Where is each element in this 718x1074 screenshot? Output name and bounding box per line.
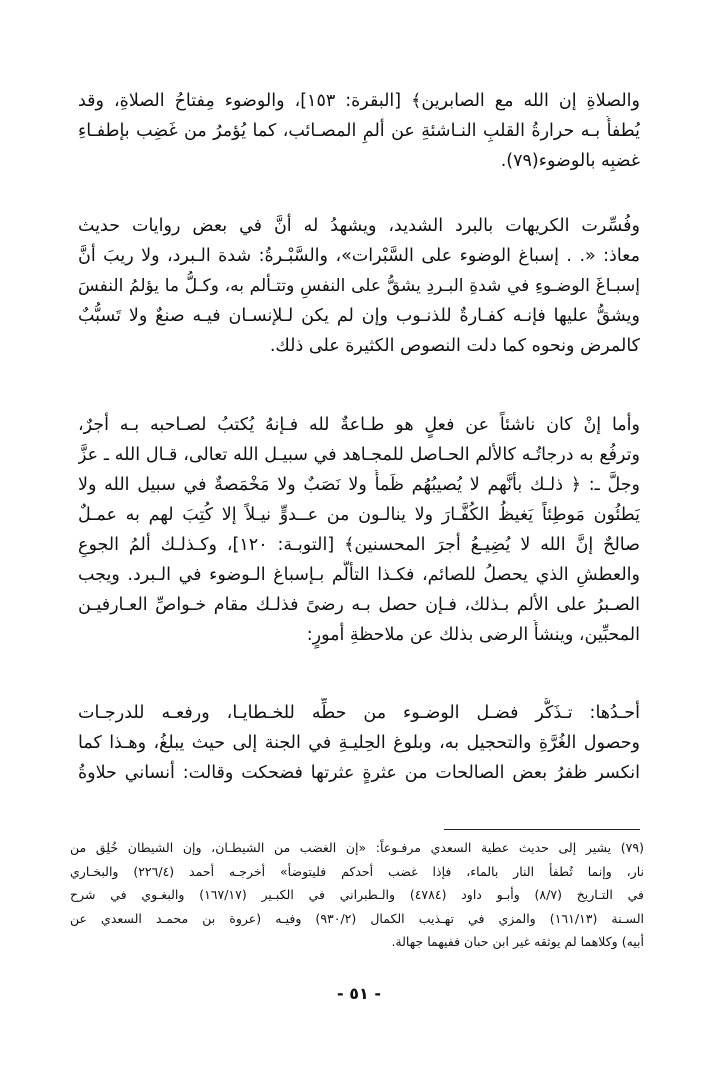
text-line: غضبِه بالوضوء(٧٩).: [500, 151, 640, 171]
footnote-separator: [444, 829, 640, 830]
text-line: أحـدُها: تـذَكُّر فضـل الوضـوء من حطِّه للخـطايـا، ورفعـه للدرجـات: [78, 703, 640, 723]
text-line: انكسر ظفرُ بعض الصالحات من عثرةٍ عثرتها فضحكت وقالت: أنساني حلاوةُ: [78, 763, 640, 783]
text-line: الصـبرُ على الألم بـذلك، فـإن حصل بـه رضىً فذلـك مقام خـواصِّ العـارفيـن: [78, 595, 640, 615]
text-line: صالحٌ إنَّ الله لا يُضِيـعُ أجرَ المحسنين﴾ [التوبـة: ١٢٠]، وكـذلـك ألمُ الجوعِ: [78, 535, 640, 555]
text-line: كالمرض ونحوه كما دلت النصوص الكثيرة على ذلك.: [269, 336, 640, 356]
text-line: ويشقُّ عليها فإنـه كفـارةٌ للذنـوب وإن لم يكن لـلإنسـان فيـه صنعٌ ولا تَسبُّبٌ: [78, 306, 640, 326]
text-line: وجلَّ ـ: ﴿ ذلـك بأنَّهم لا يُصيبُهُم ظَمأٌ ولا نَصَبٌ ولا مَخْمَصةٌ في سبيل الله ولا: [78, 475, 640, 495]
footnote-line: السـنة (١٦١/١٣) والمزي في تهـذيب الكمال (٩٣٠/٢) وفيـه (عروة بن محمـد السعدي عن: [70, 910, 644, 926]
page-number: - ٥١ -: [337, 984, 381, 1003]
text-line: وفُسِّرت الكريهات بالبرد الشديد، ويشهدُ له أنَّ في بعض روايات حديث: [78, 216, 640, 236]
text-line: وترفُع به درجاتُـه كالألم الحـاصل للمجـاهد في سبيـل الله تعالى، قـال الله ـ عزَّ: [78, 445, 640, 465]
paragraph-4: [78, 698, 640, 788]
text-line: يُطفأُ بـه حرارةُ القلبِ النـاشئةِ عن ألمِ المصـائب، كما يُؤمرُ من غَضِب بإطفـاءِ: [78, 121, 640, 141]
text-line: وأما إنْ كان ناشئاً عن فعلٍ هو طـاعةٌ لله فـإنهُ يُكتبُ لصـاحبه بـه أجرٌ،: [78, 415, 640, 435]
text-line: المحبِّين، وينشأُ الرضى بذلك عن ملاحظةِ أمورٍ:: [306, 625, 640, 645]
footnote-line: أبيه) وكلاهما لم يوثقه غير ابن حبان ففيهما جهالة.: [391, 934, 644, 949]
text-line: إسبـاغَ الوضـوءِ في شدةِ البـردِ يشقُّ على النفسِ وتتـألم به، وكـلُّ ما يؤلمُ النفسَ: [78, 276, 640, 296]
footnote-line: في التـاريخ (٨/٧) وأبـو داود (٤٧٨٤) والـطبراني في الكبـير (١٦٧/١٧) والبغـوي في شرح: [70, 887, 644, 902]
text-line: يَطئُون مَوطِئاً يَغيظُ الكُفَّـارَ ولا ينالـون من عــدوٍّ نيـلاً إلا كُتِبَ لهم به عمـلٌ: [78, 505, 640, 525]
footnote-line: (٧٩) يشير إلى حديث عطية السعدي مرفـوعاً: «إن الغضب من الشيطـان، وإن الشيطان خُلِق من: [70, 840, 644, 855]
paragraph-1: [78, 86, 640, 176]
footnotes: [70, 836, 644, 954]
paragraph-2: [78, 211, 640, 361]
text-line: وحصول الغُرَّةِ والتحجيل به، وبلوغ الحِليـةِ في الجنة إلى حيث يبلغُ، وهـذا كما: [78, 733, 640, 753]
footnote-line: نار، وإنما تُطفأ النار بالماء، فإذا غضب أحدكم فليتوضأ» أخرجـه أحمد (٢٢٦/٤) والبخـاري: [70, 863, 644, 879]
text-line: معاذ: «. . إسباغ الوضوء على السَّبْرات»، والسَّبْـرةُ: شدة الـبرد، ولا ريبَ أنَّ: [78, 246, 640, 266]
text-line: والصلاةِ إن الله مع الصابرين﴾ [البقرة: ١٥٣]، والوضوء مِفتاحُ الصلاةِ، وقد: [78, 91, 640, 111]
text-line: والعطشِ الذي يحصلُ للصائم، فكـذا التألُّم بـإسباغ الـوضوء في الـبرد. ويجب: [78, 565, 640, 585]
paragraph-3: [78, 410, 640, 650]
